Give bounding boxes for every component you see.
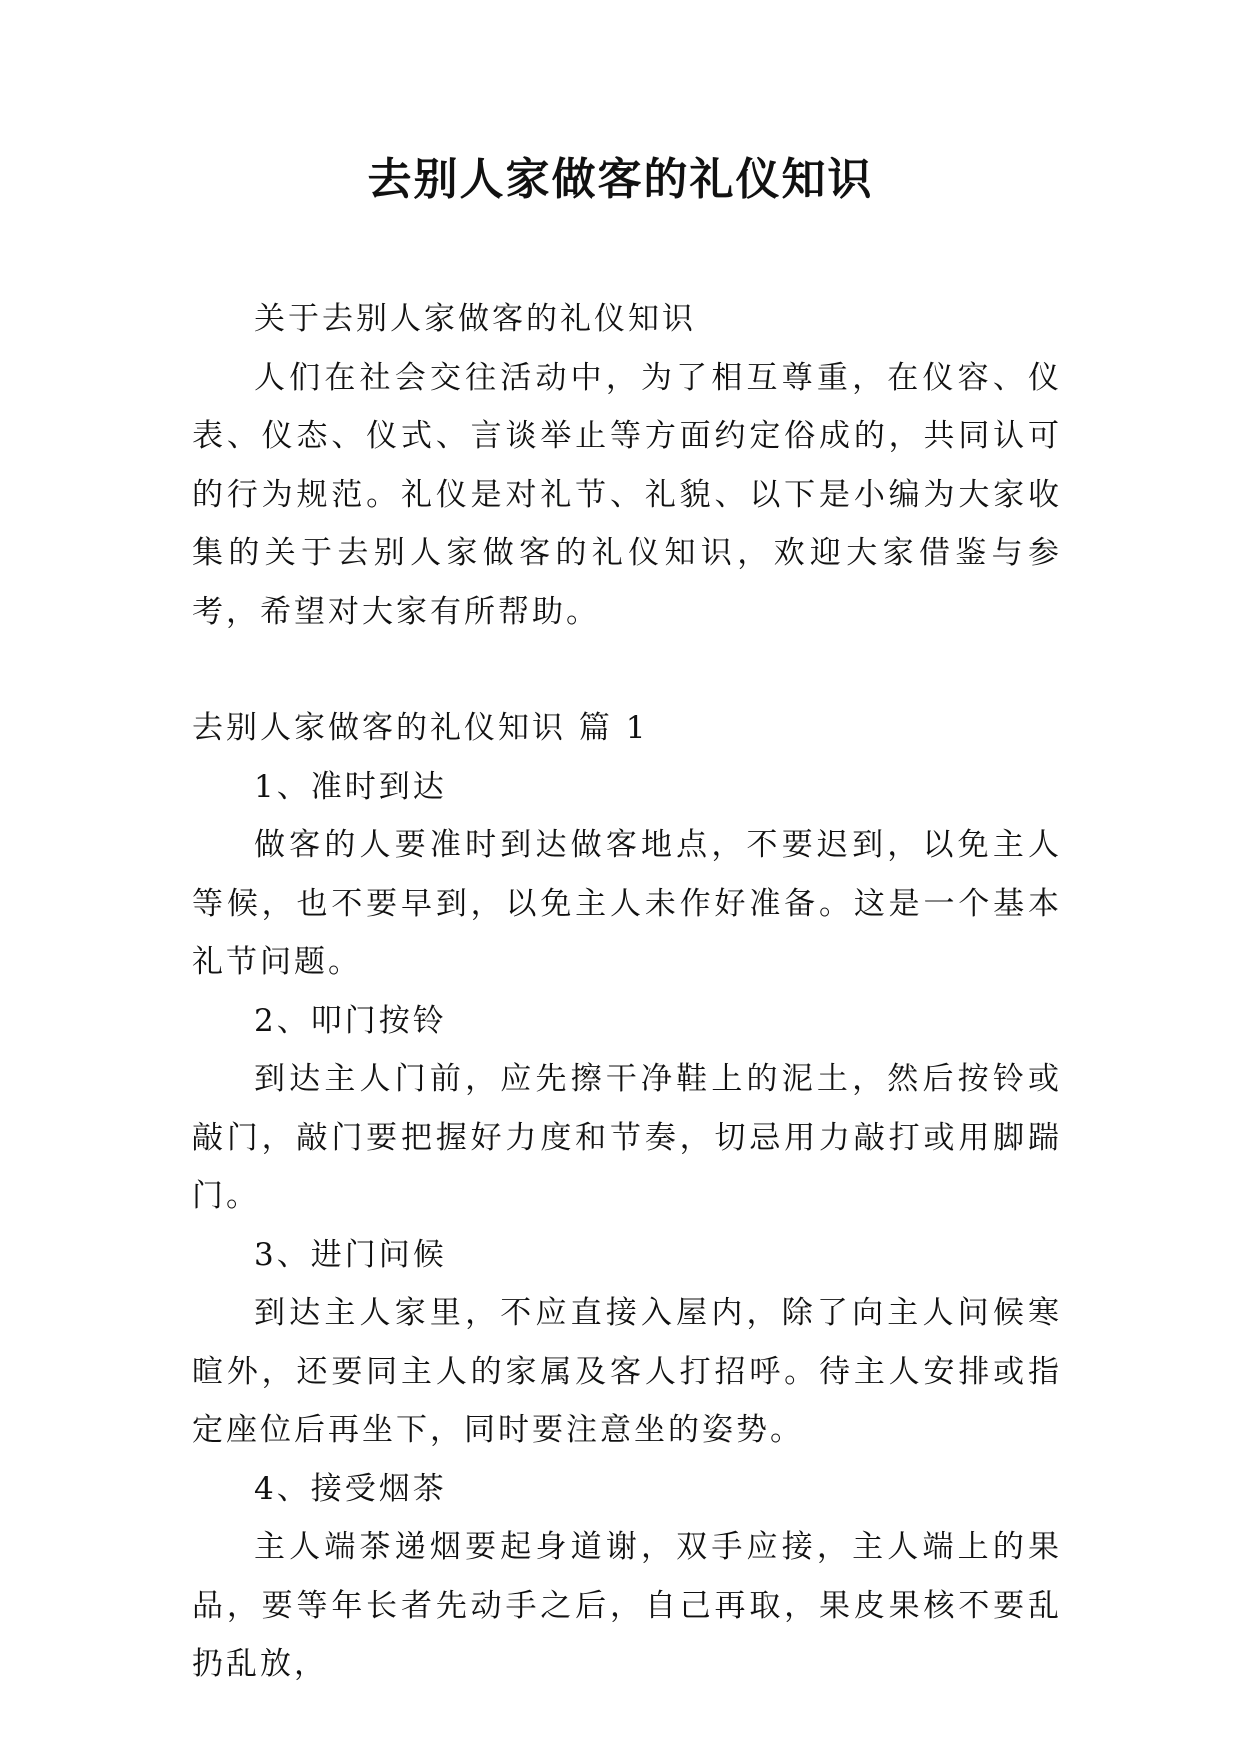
item-heading: 1、准时到达	[254, 768, 447, 805]
item-text: 主人端茶递烟要起身道谢，双手应接，主人端上的果品，要等年长者先动手之后，自己再取，果皮果核不要乱扔乱放，	[192, 1529, 1062, 1682]
section-heading: 去别人家做客的礼仪知识 篇 1	[192, 710, 649, 746]
section-spacer	[192, 641, 1062, 699]
item-heading: 3、进门问候	[254, 1236, 447, 1273]
item-text: 做客的人要准时到达做客地点，不要迟到，以免主人等候，也不要早到，以免主人未作好准备。这是一个基本礼节问题。	[192, 827, 1062, 980]
document-title: 去别人家做客的礼仪知识	[367, 154, 874, 205]
item-heading: 4、接受烟茶	[254, 1470, 447, 1507]
item-heading: 2、叩门按铃	[254, 1002, 447, 1039]
intro-paragraph: 人们在社会交往活动中，为了相互尊重，在仪容、仪表、仪态、仪式、言谈举止等方面约定俗成的，共同认可的行为规范。礼仪是对礼节、礼貌、以下是小编为大家收集的关于去别人家做客的礼仪知识，欢迎大家借鉴与参考，希望对大家有所帮助。	[192, 359, 1062, 630]
item-text: 到达主人门前，应先擦干净鞋上的泥土，然后按铃或敲门，敲门要把握好力度和节奏，切忌用力敲打或用脚踹门。	[192, 1061, 1062, 1214]
intro-heading: 关于去别人家做客的礼仪知识	[254, 301, 696, 337]
document-body	[192, 290, 1062, 1694]
item-text: 到达主人家里，不应直接入屋内，除了向主人问候寒暄外，还要同主人的家属及客人打招呼。待主人安排或指定座位后再坐下，同时要注意坐的姿势。	[192, 1295, 1062, 1448]
